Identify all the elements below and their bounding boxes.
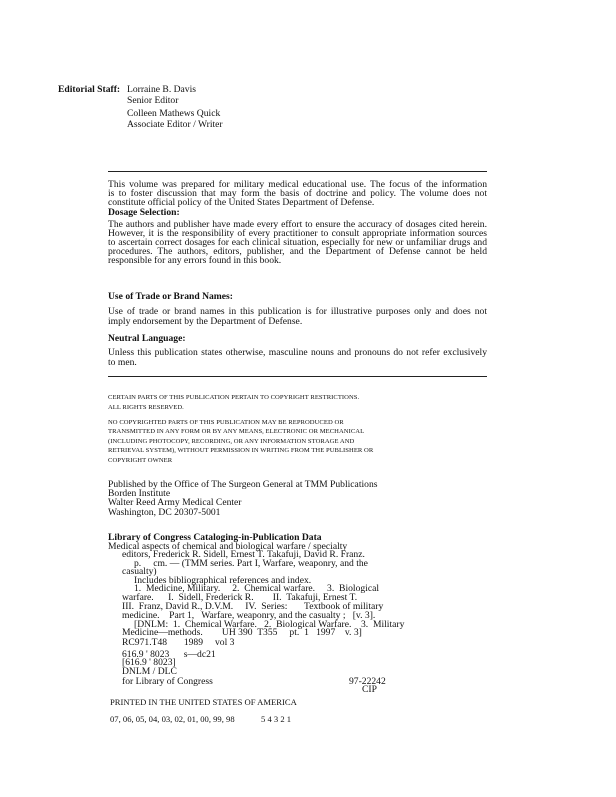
trade-line: Use of trade or brand names in this publication is for illustrative purposes only and does not xyxy=(108,307,487,317)
neutral-heading: Neutral Language: xyxy=(108,333,186,344)
neutral-line: Unless this publication states otherwise, masculine nouns and pronouns do not refer exclusively xyxy=(108,348,487,358)
cip-mark: CIP xyxy=(362,684,377,695)
dosage-line: However, it is the responsibility of every practitioner to consult appropriate information sources xyxy=(108,229,487,239)
lccn-number: 97-22242 xyxy=(349,676,386,687)
cip-line: [616.9 ' 8023] xyxy=(122,657,176,668)
printed-country: PRINTED IN THE UNITED STATES OF AMERICA xyxy=(110,697,297,707)
cip-line: Medicine—methods. UH 390 T355 pt. 1 1997 v. 3] xyxy=(122,627,362,638)
reproduction-line: (INCLUDING PHOTOCOPY, RECORDING, OR ANY INFORMATION STORAGE AND xyxy=(108,438,355,445)
copyright-line: ALL RIGHTS RESERVED. xyxy=(108,404,184,411)
cip-line: casualty) xyxy=(122,566,157,577)
cip-line: for Library of Congress xyxy=(122,676,213,687)
staff-role: Associate Editor / Writer xyxy=(127,119,223,130)
trade-heading: Use of Trade or Brand Names: xyxy=(108,291,233,302)
cip-line: medicine. Part 1, Warfare, weaponry, and the casualty ; [v. 3]. xyxy=(122,610,376,621)
cip-line: Medical aspects of chemical and biological warfare / specialty xyxy=(108,541,348,552)
intro-line: This volume was prepared for military medical educational use. The focus of the information xyxy=(108,180,487,190)
intro-line: is to foster discussion that may form the basis of doctrine and policy. The volume does not xyxy=(108,189,487,199)
trade-line: imply endorsement by the Department of Defense. xyxy=(108,316,303,327)
staff-role: Senior Editor xyxy=(127,95,179,106)
dosage-line: The authors and publisher have made every effort to ensure the accuracy of dosages cited herein. xyxy=(108,220,487,230)
intro-line: constitute official policy of the United States Department of Defense. xyxy=(108,197,375,208)
cip-line: [DNLM: 1. Chemical Warfare. 2. Biological Warfare. 3. Military xyxy=(134,619,405,630)
cip-line: DNLM / DLC xyxy=(122,666,177,677)
reproduction-line: NO COPYRIGHTED PARTS OF THIS PUBLICATION MAY BE REPRODUCED OR xyxy=(108,419,344,426)
dosage-line: responsible for any errors found in this book. xyxy=(108,255,282,266)
publisher-line: Published by the Office of The Surgeon General at TMM Publications xyxy=(108,479,378,490)
cip-line: 1. Medicine, Military. 2. Chemical warfare. 3. Biological xyxy=(134,583,380,594)
dosage-heading: Dosage Selection: xyxy=(108,207,180,218)
copyright-line: CERTAIN PARTS OF THIS PUBLICATION PERTAIN TO COPYRIGHT RESTRICTIONS. xyxy=(108,394,360,401)
cip-line: warfare. I. Sidell, Frederick R. II. Takafuji, Ernest T. xyxy=(122,592,358,603)
impression-numbers: 5 4 3 2 1 xyxy=(261,714,292,724)
editorial-staff-label: Editorial Staff: xyxy=(58,84,121,95)
reproduction-line: RETRIEVAL SYSTEM), WITHOUT PERMISSION IN WRITING FROM THE PUBLISHER OR xyxy=(108,447,374,454)
neutral-line: to men. xyxy=(108,357,137,368)
publisher-line: Borden Institute xyxy=(108,488,171,499)
cip-line: editors, Frederick R. Sidell, Ernest T. Takafuji, David R. Franz. xyxy=(122,549,365,560)
dosage-line: to ascertain correct dosages for each clinical situation, especially for new or unfamiliar drugs and xyxy=(108,238,487,248)
publisher-line: Washington, DC 20307-5001 xyxy=(108,507,221,518)
cip-line: RC971.T48 1989 vol 3 xyxy=(122,637,235,648)
reproduction-line: TRANSMITTED IN ANY FORM OR BY ANY MEANS, ELECTRONIC OR MECHANICAL xyxy=(108,428,365,435)
staff-name: Colleen Mathews Quick xyxy=(127,108,221,119)
dosage-line: procedures. The authors, editors, publisher, and the Department of Defense cannot be held xyxy=(108,247,487,257)
cip-line: III. Franz, David R., D.V.M. IV. Series: Textbook of military xyxy=(122,601,384,612)
top-divider xyxy=(108,171,487,172)
cip-line: p. cm. — (TMM series. Part I, Warfare, weaponry, and the xyxy=(134,558,368,569)
cip-line: Includes bibliographical references and index. xyxy=(134,575,312,586)
staff-name: Lorraine B. Davis xyxy=(127,84,197,95)
cip-line: 616.9 ' 8023 s—dc21 xyxy=(122,649,216,660)
publisher-line: Walter Reed Army Medical Center xyxy=(108,497,242,508)
bottom-divider xyxy=(108,376,487,377)
reproduction-line: COPYRIGHT OWNER xyxy=(108,457,173,464)
cip-heading: Library of Congress Cataloging-in-Publication Data xyxy=(108,532,322,543)
printing-years: 07, 06, 05, 04, 03, 02, 01, 00, 99, 98 xyxy=(110,714,235,724)
